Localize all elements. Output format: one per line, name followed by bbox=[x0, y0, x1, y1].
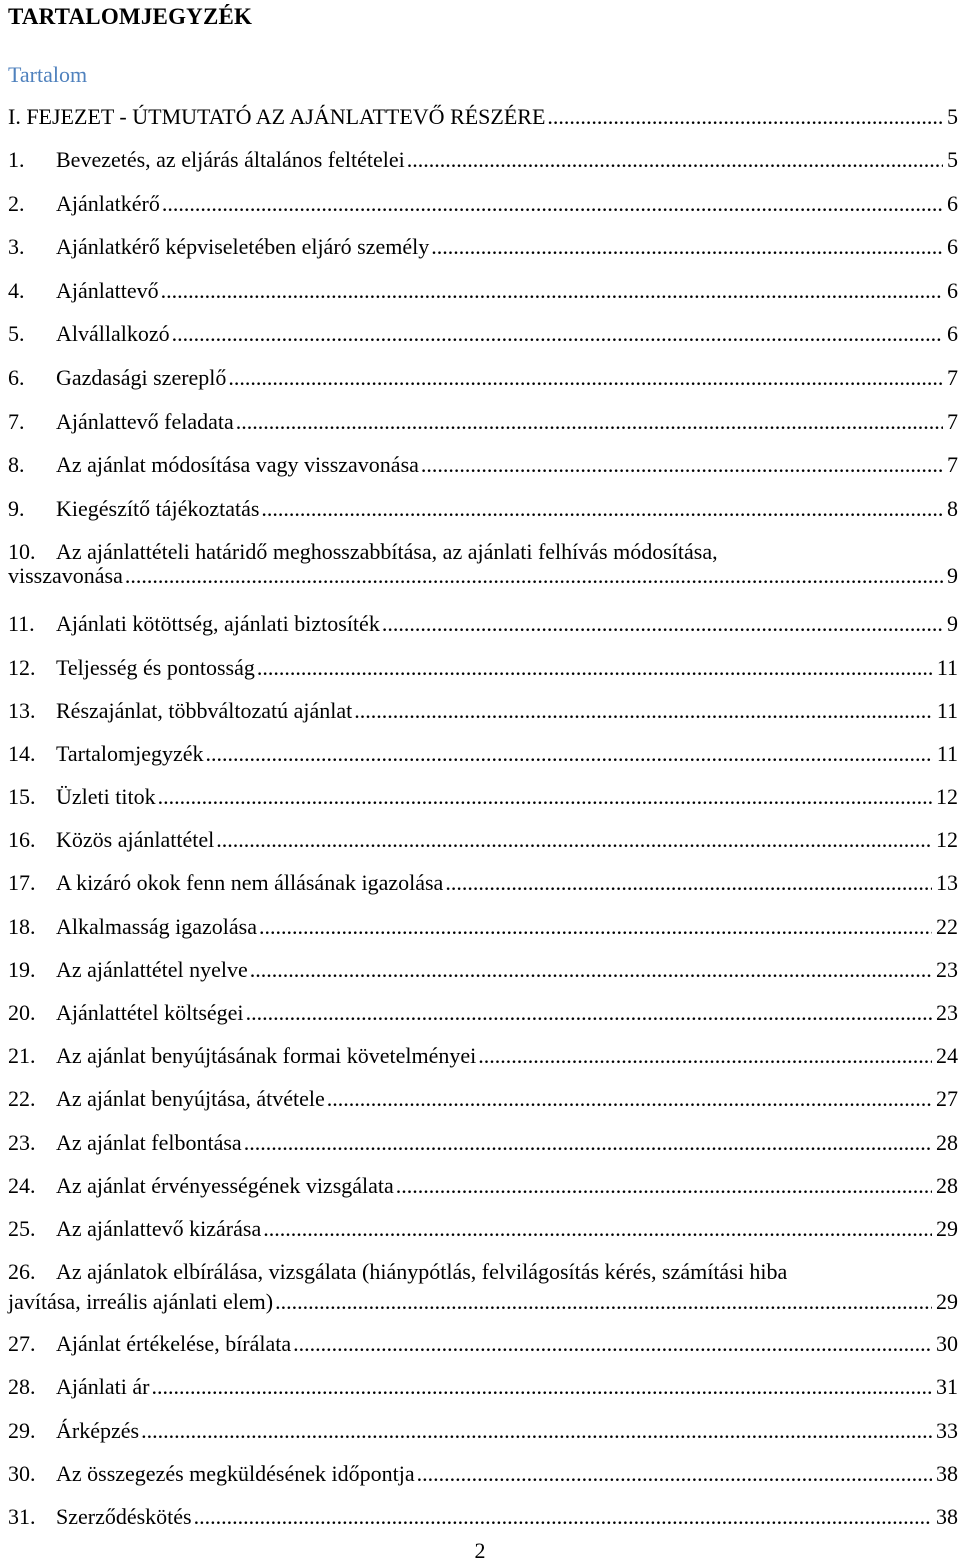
toc-leader bbox=[263, 1216, 932, 1242]
toc-entry[interactable] bbox=[8, 191, 958, 235]
toc-leader bbox=[206, 741, 933, 767]
toc-entry-title-line1: Az ajánlattételi határidő meghosszabbítása, az ajánlati felhívás módosítása, bbox=[56, 539, 718, 565]
toc-leader bbox=[259, 914, 932, 940]
toc-leader bbox=[382, 611, 943, 637]
toc-leader bbox=[431, 234, 943, 260]
toc-page-number: 6 bbox=[947, 234, 958, 260]
toc-entry[interactable] bbox=[8, 914, 958, 957]
toc-page-number: 11 bbox=[936, 697, 958, 723]
toc-entry[interactable] bbox=[8, 957, 958, 1000]
toc-entry-number: 19. bbox=[8, 956, 36, 982]
toc-leader bbox=[236, 409, 943, 435]
toc-entry-title: Kiegészítő tájékoztatás bbox=[56, 495, 260, 521]
toc-entry[interactable] bbox=[8, 539, 958, 611]
toc-leader bbox=[162, 191, 943, 217]
toc-page-number: 29 bbox=[936, 1289, 958, 1315]
toc-page-number: 12 bbox=[936, 784, 958, 810]
toc-entry[interactable] bbox=[8, 1086, 958, 1129]
toc-entry-number: 21. bbox=[8, 1043, 36, 1069]
toc-page-number: 38 bbox=[936, 1503, 958, 1529]
toc-leader bbox=[246, 1000, 932, 1026]
toc-entry-title: Üzleti titok bbox=[56, 784, 156, 810]
toc-entry[interactable] bbox=[8, 870, 958, 913]
toc-page-number: 11 bbox=[936, 740, 958, 766]
toc-entry-number: 20. bbox=[8, 1000, 36, 1026]
toc-page-number: 28 bbox=[936, 1172, 958, 1198]
toc-leader bbox=[417, 1461, 932, 1487]
toc-entry-number: 6. bbox=[8, 364, 25, 390]
toc-entry-title: I. FEJEZET - ÚTMUTATÓ AZ AJÁNLATTEVŐ RÉSZÉRE bbox=[8, 104, 546, 129]
toc-leader bbox=[194, 1504, 932, 1530]
toc-leader bbox=[250, 957, 932, 983]
toc-entry-title: Ajánlattevő feladata bbox=[56, 408, 234, 434]
toc-entry-title: Az ajánlat benyújtásának formai követelményei bbox=[56, 1043, 477, 1069]
toc-entry-title: Ajánlattétel költségei bbox=[56, 1000, 244, 1026]
toc-entry-title: Az összegezés megküldésének időpontja bbox=[56, 1460, 415, 1486]
toc-entry-number: 5. bbox=[8, 321, 25, 347]
toc-page-number: 11 bbox=[936, 654, 958, 680]
toc-page-number: 9 bbox=[947, 563, 958, 589]
toc-entry-title-line1: Az ajánlatok elbírálása, vizsgálata (hiánypótlás, felvilágosítás kérés, számítási hiba bbox=[56, 1259, 788, 1285]
toc-entry[interactable] bbox=[8, 278, 958, 322]
toc-entry-number: 23. bbox=[8, 1129, 36, 1155]
toc-leader bbox=[421, 452, 943, 478]
toc-page-number: 24 bbox=[936, 1043, 958, 1069]
toc-entry-number: 29. bbox=[8, 1417, 36, 1443]
toc-entry[interactable] bbox=[8, 1259, 958, 1331]
toc-leader bbox=[158, 784, 932, 810]
toc-page-number: 5 bbox=[947, 147, 958, 172]
toc-entry-number: 30. bbox=[8, 1460, 36, 1486]
toc-page-number: 28 bbox=[936, 1129, 958, 1155]
toc-entry[interactable] bbox=[8, 611, 958, 654]
toc-page-number: 6 bbox=[947, 190, 958, 216]
toc-entry[interactable] bbox=[8, 698, 958, 741]
toc-page-number: 12 bbox=[936, 827, 958, 853]
toc-chapter-entry[interactable] bbox=[8, 104, 958, 147]
toc-entry-title: Az ajánlattevő kizárása bbox=[56, 1215, 262, 1241]
toc-entry-number: 28. bbox=[8, 1374, 36, 1400]
toc-page-number: 38 bbox=[936, 1460, 958, 1486]
toc-entry-title: Tartalomjegyzék bbox=[56, 740, 204, 766]
toc-leader bbox=[244, 1130, 932, 1156]
toc-entry[interactable] bbox=[8, 655, 958, 698]
toc-entry[interactable] bbox=[8, 321, 958, 365]
toc-entry-number: 24. bbox=[8, 1172, 36, 1198]
toc-leader bbox=[257, 655, 933, 681]
toc-entry[interactable] bbox=[8, 1418, 958, 1461]
toc-entry-number: 7. bbox=[8, 408, 25, 434]
page-number-footer: 2 bbox=[474, 1538, 486, 1563]
toc-page-number: 29 bbox=[936, 1215, 958, 1241]
toc-page-number: 6 bbox=[947, 277, 958, 303]
toc-entry-number: 22. bbox=[8, 1086, 36, 1112]
toc-entry-title: Gazdasági szereplő bbox=[56, 364, 227, 390]
toc-entry[interactable] bbox=[8, 365, 958, 409]
toc-entry[interactable] bbox=[8, 1331, 958, 1374]
toc-entry[interactable] bbox=[8, 827, 958, 870]
toc-entry-title: Az ajánlattétel nyelve bbox=[56, 956, 248, 982]
toc-leader bbox=[396, 1173, 932, 1199]
toc-entry-number: 8. bbox=[8, 452, 25, 478]
toc-page-number: 23 bbox=[936, 956, 958, 982]
toc-entry-number: 9. bbox=[8, 495, 25, 521]
toc-entry[interactable] bbox=[8, 1130, 958, 1173]
toc-entry-title: Alkalmasság igazolása bbox=[56, 913, 257, 939]
toc-leader bbox=[228, 365, 943, 391]
toc-page-number: 8 bbox=[947, 495, 958, 521]
toc-leader bbox=[327, 1086, 932, 1112]
toc-entry[interactable] bbox=[8, 147, 958, 191]
toc-entry[interactable] bbox=[8, 1043, 958, 1086]
toc-leader bbox=[445, 870, 932, 896]
toc-entry-title: A kizáró okok fenn nem állásának igazolása bbox=[56, 870, 444, 896]
toc-entry-title-line2: visszavonása bbox=[8, 563, 123, 589]
toc-leader bbox=[478, 1043, 932, 1069]
toc-entry[interactable] bbox=[8, 496, 958, 540]
toc-leader bbox=[161, 278, 943, 304]
toc-page-number: 30 bbox=[936, 1331, 958, 1357]
toc-page-number: 27 bbox=[936, 1086, 958, 1112]
toc-entry-title: Ajánlati kötöttség, ajánlati biztosíték bbox=[56, 611, 380, 637]
toc-page-number: 13 bbox=[936, 870, 958, 896]
toc-entry-title: Ajánlat értékelése, bírálata bbox=[56, 1331, 292, 1357]
toc-entry-number: 12. bbox=[8, 654, 36, 680]
toc-entry-number: 25. bbox=[8, 1215, 36, 1241]
toc-entry[interactable] bbox=[8, 1374, 958, 1417]
toc-leader bbox=[141, 1418, 932, 1444]
toc-page-number: 7 bbox=[947, 452, 958, 478]
toc-entry-title: Részajánlat, többváltozatú ajánlat bbox=[56, 697, 353, 723]
table-of-contents bbox=[8, 104, 958, 1547]
toc-entry-title: Az ajánlat felbontása bbox=[56, 1129, 242, 1155]
toc-page-number: 5 bbox=[947, 104, 958, 129]
toc-entry-title: Ajánlattevő bbox=[56, 277, 159, 303]
toc-entry-number: 15. bbox=[8, 784, 36, 810]
toc-entry-title: Ajánlati ár bbox=[56, 1374, 150, 1400]
toc-leader bbox=[354, 698, 933, 724]
toc-entry-number: 13. bbox=[8, 697, 36, 723]
toc-entry-title: Ajánlatkérő bbox=[56, 190, 160, 216]
toc-entry-title: Az ajánlat érvényességének vizsgálata bbox=[56, 1172, 394, 1198]
toc-entry-number: 2. bbox=[8, 190, 25, 216]
toc-entry-title: Az ajánlat módosítása vagy visszavonása bbox=[56, 452, 419, 478]
toc-entry-number: 4. bbox=[8, 277, 25, 303]
toc-entry-number: 26. bbox=[8, 1259, 36, 1285]
toc-entry[interactable] bbox=[8, 452, 958, 496]
toc-entry-number: 27. bbox=[8, 1331, 36, 1357]
toc-leader bbox=[407, 147, 943, 173]
toc-leader bbox=[261, 496, 943, 522]
toc-entry[interactable] bbox=[8, 1461, 958, 1504]
toc-entry[interactable] bbox=[8, 1000, 958, 1043]
toc-page-number: 9 bbox=[947, 611, 958, 637]
toc-entry-number: 1. bbox=[8, 147, 25, 172]
toc-entry-number: 18. bbox=[8, 913, 36, 939]
toc-entry-number: 16. bbox=[8, 827, 36, 853]
toc-heading: TARTALOMJEGYZÉK bbox=[8, 4, 253, 29]
toc-leader bbox=[125, 563, 943, 589]
toc-leader bbox=[151, 1374, 932, 1400]
toc-entry-number: 11. bbox=[8, 611, 35, 637]
toc-entry-number: 31. bbox=[8, 1503, 36, 1529]
toc-entry-title: Árképzés bbox=[56, 1417, 140, 1443]
toc-entry[interactable] bbox=[8, 1173, 958, 1216]
toc-entry-number: 14. bbox=[8, 740, 36, 766]
toc-entry-title: Ajánlatkérő képviseletében eljáró személy bbox=[56, 234, 430, 260]
toc-leader bbox=[216, 827, 932, 853]
toc-entry-title: Bevezetés, az eljárás általános feltételei bbox=[56, 147, 405, 172]
toc-page-number: 7 bbox=[947, 364, 958, 390]
toc-entry-title: Az ajánlat benyújtása, átvétele bbox=[56, 1086, 325, 1112]
toc-page-number: 31 bbox=[936, 1374, 958, 1400]
toc-entry-title: Közös ajánlattétel bbox=[56, 827, 215, 853]
toc-entry[interactable] bbox=[8, 1216, 958, 1259]
toc-entry[interactable] bbox=[8, 409, 958, 453]
toc-entry[interactable] bbox=[8, 234, 958, 278]
toc-leader bbox=[293, 1331, 932, 1357]
toc-page-number: 22 bbox=[936, 913, 958, 939]
toc-entry-number: 10. bbox=[8, 539, 36, 565]
toc-page-number: 33 bbox=[936, 1417, 958, 1443]
toc-entry[interactable] bbox=[8, 784, 958, 827]
toc-entry-title: Szerződéskötés bbox=[56, 1503, 192, 1529]
toc-page-number: 6 bbox=[947, 321, 958, 347]
toc-leader bbox=[275, 1289, 932, 1315]
toc-subheading: Tartalom bbox=[8, 62, 88, 87]
toc-leader bbox=[172, 321, 943, 347]
toc-entry-title: Teljesség és pontosság bbox=[56, 654, 255, 680]
toc-leader bbox=[547, 104, 943, 130]
toc-entry-number: 17. bbox=[8, 870, 36, 896]
toc-page-number: 7 bbox=[947, 408, 958, 434]
toc-entry-title: Alvállalkozó bbox=[56, 321, 170, 347]
toc-entry[interactable] bbox=[8, 741, 958, 784]
toc-page-number: 23 bbox=[936, 1000, 958, 1026]
toc-entry-title-line2: javítása, irreális ajánlati elem) bbox=[8, 1289, 274, 1315]
toc-entry-number: 3. bbox=[8, 234, 25, 260]
